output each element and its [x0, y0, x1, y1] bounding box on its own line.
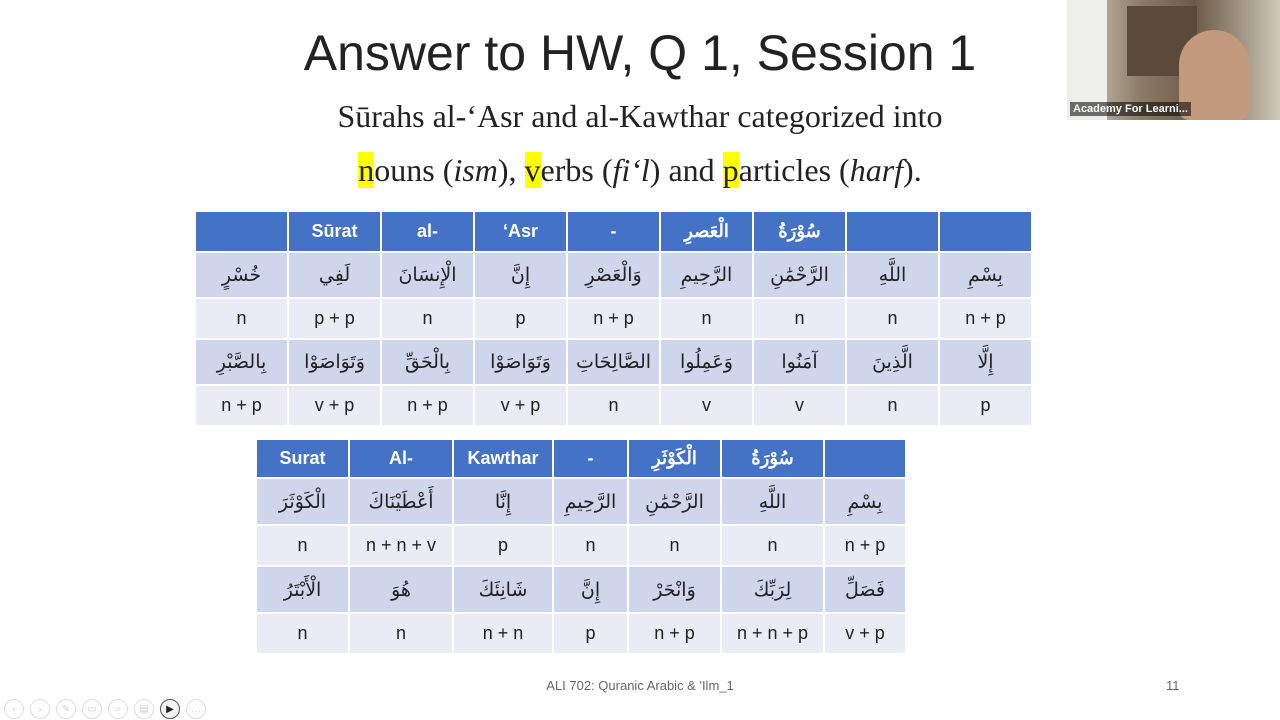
participant-video-tile[interactable]: [1067, 0, 1280, 120]
text-fil: fi‘l: [612, 152, 650, 188]
category-cell: n: [567, 385, 660, 426]
header-cell: سُوْرَةُ: [721, 439, 824, 478]
subtitles-icon[interactable]: ▤: [134, 699, 154, 719]
next-icon[interactable]: ›: [30, 699, 50, 719]
zoom-icon[interactable]: ⌕: [108, 699, 128, 719]
surah-asr-table: [194, 210, 1033, 427]
category-cell: n: [660, 298, 753, 339]
category-cell: n + n + p: [721, 613, 824, 654]
slide-number: 11: [1166, 678, 1180, 693]
arabic-word-cell: الرَّحْمَٰنِ: [753, 252, 846, 298]
header-cell: [939, 211, 1032, 252]
header-cell: سُوْرَةُ: [753, 211, 846, 252]
more-icon[interactable]: …: [186, 699, 206, 719]
arabic-word-cell: إِنَّا: [453, 478, 553, 525]
text-ism: ism: [453, 152, 498, 188]
category-cell: n: [381, 298, 474, 339]
subtitle-line-2: [0, 152, 1280, 189]
category-cell: p: [453, 525, 553, 566]
text-after-harf: ).: [903, 152, 922, 188]
category-cell: n: [628, 525, 721, 566]
header-cell: الْكَوْثَرِ: [628, 439, 721, 478]
category-cell: n: [721, 525, 824, 566]
category-cell: n + p: [381, 385, 474, 426]
arabic-word-cell: وَتَوَاصَوْا: [288, 339, 381, 385]
arabic-word-cell: الصَّالِحَاتِ: [567, 339, 660, 385]
participant-name-label: Academy For Learni...: [1070, 102, 1191, 116]
arabic-word-cell: لِرَبِّكَ: [721, 566, 824, 613]
category-cell: n: [195, 298, 288, 339]
arabic-word-cell: هُوَ: [349, 566, 453, 613]
header-cell: Surat: [256, 439, 349, 478]
slides-icon[interactable]: ▭: [82, 699, 102, 719]
arabic-word-cell: خُسْرٍ: [195, 252, 288, 298]
category-cell: n: [349, 613, 453, 654]
arabic-word-cell: أَعْطَيْنَاكَ: [349, 478, 453, 525]
arabic-word-row: [256, 478, 906, 525]
category-row: [256, 613, 906, 654]
text-after-fil: ) and: [649, 152, 723, 188]
header-cell: Al-: [349, 439, 453, 478]
header-cell: -: [553, 439, 628, 478]
arabic-word-cell: الْكَوْثَرَ: [256, 478, 349, 525]
slide-title: Answer to HW, Q 1, Session 1: [303, 25, 977, 81]
header-cell: -: [567, 211, 660, 252]
category-cell: n: [256, 525, 349, 566]
highlight-p: p: [722, 152, 739, 188]
category-row: [256, 525, 906, 566]
header-cell: [824, 439, 906, 478]
category-cell: v + p: [474, 385, 567, 426]
header-cell: Kawthar: [453, 439, 553, 478]
arabic-word-cell: اللَّهِ: [721, 478, 824, 525]
text-after-ism: ),: [497, 152, 525, 188]
category-cell: n: [256, 613, 349, 654]
slide-footer: ALI 702: Quranic Arabic & 'Ilm_1: [546, 678, 734, 693]
header-cell: Sūrat: [288, 211, 381, 252]
text-harf: harf: [849, 152, 904, 188]
text-nouns: ouns (: [374, 152, 454, 188]
arabic-word-cell: بِالصَّبْرِ: [195, 339, 288, 385]
header-cell: الْعَصرِ: [660, 211, 753, 252]
camera-icon[interactable]: ▶: [160, 699, 180, 719]
prev-icon[interactable]: ‹: [4, 699, 24, 719]
arabic-word-cell: اللَّهِ: [846, 252, 939, 298]
arabic-word-cell: الرَّحِيمِ: [660, 252, 753, 298]
arabic-word-cell: وَالْعَصْرِ: [567, 252, 660, 298]
arabic-word-row: [195, 339, 1032, 385]
pen-icon[interactable]: ✎: [56, 699, 76, 719]
highlight-v: v: [524, 152, 541, 188]
category-cell: p: [939, 385, 1032, 426]
text-verbs: erbs (: [540, 152, 613, 188]
arabic-word-cell: الرَّحِيمِ: [553, 478, 628, 525]
category-cell: n + p: [939, 298, 1032, 339]
category-cell: n: [846, 298, 939, 339]
category-cell: v + p: [824, 613, 906, 654]
category-cell: p: [553, 613, 628, 654]
surah-kawthar-table: [255, 438, 907, 655]
arabic-word-cell: فَصَلِّ: [824, 566, 906, 613]
header-cell: ‘Asr: [474, 211, 567, 252]
category-cell: n + n + v: [349, 525, 453, 566]
category-cell: n + n: [453, 613, 553, 654]
arabic-word-cell: وَتَوَاصَوْا: [474, 339, 567, 385]
header-cell: al-: [381, 211, 474, 252]
arabic-word-row: [256, 566, 906, 613]
category-cell: n: [846, 385, 939, 426]
category-cell: p + p: [288, 298, 381, 339]
arabic-word-cell: إِلَّا: [939, 339, 1032, 385]
arabic-word-cell: إِنَّ: [474, 252, 567, 298]
presentation-toolbar: [4, 699, 206, 719]
text-particles: articles (: [738, 152, 850, 188]
subtitle-line-1: Sūrahs al-‘Asr and al-Kawthar categorized into: [337, 98, 943, 134]
header-cell: [846, 211, 939, 252]
arabic-word-cell: الَّذِينَ: [846, 339, 939, 385]
arabic-word-cell: الْإِنسَانَ: [381, 252, 474, 298]
category-row: [195, 385, 1032, 426]
arabic-word-cell: الرَّحْمَٰنِ: [628, 478, 721, 525]
category-row: [195, 298, 1032, 339]
arabic-word-row: [195, 252, 1032, 298]
arabic-word-cell: وَعَمِلُوا: [660, 339, 753, 385]
highlight-n: n: [358, 152, 375, 188]
arabic-word-cell: لَفِي: [288, 252, 381, 298]
header-cell: [195, 211, 288, 252]
category-cell: n: [553, 525, 628, 566]
arabic-word-cell: وَانْحَرْ: [628, 566, 721, 613]
category-cell: n + p: [628, 613, 721, 654]
category-cell: v + p: [288, 385, 381, 426]
arabic-word-cell: شَانِئَكَ: [453, 566, 553, 613]
category-cell: v: [660, 385, 753, 426]
category-cell: n + p: [195, 385, 288, 426]
arabic-word-cell: آمَنُوا: [753, 339, 846, 385]
category-cell: p: [474, 298, 567, 339]
table-header-row: [195, 211, 1032, 252]
arabic-word-cell: بِسْمِ: [939, 252, 1032, 298]
category-cell: n: [753, 298, 846, 339]
category-cell: n + p: [567, 298, 660, 339]
arabic-word-cell: إِنَّ: [553, 566, 628, 613]
category-cell: v: [753, 385, 846, 426]
category-cell: n + p: [824, 525, 906, 566]
arabic-word-cell: الْأَبْتَرُ: [256, 566, 349, 613]
arabic-word-cell: بِالْحَقِّ: [381, 339, 474, 385]
arabic-word-cell: بِسْمِ: [824, 478, 906, 525]
table-header-row: [256, 439, 906, 478]
